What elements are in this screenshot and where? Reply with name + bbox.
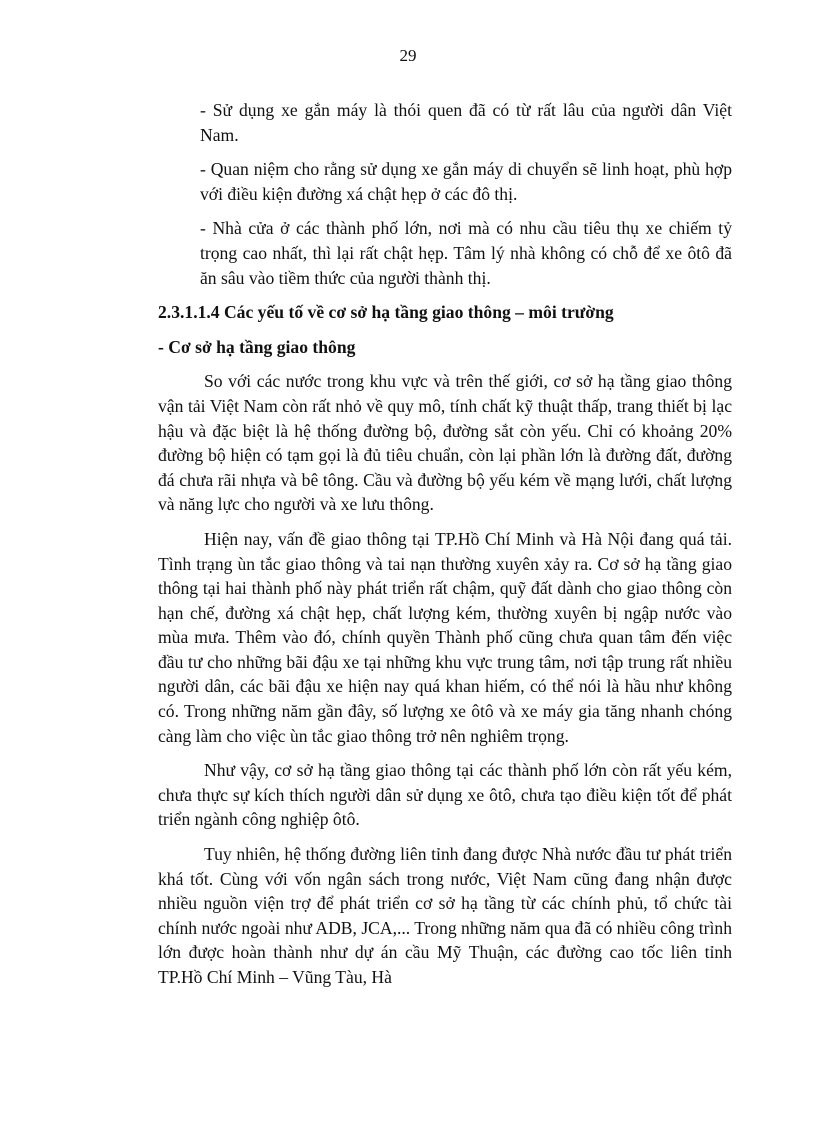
page-body [158,98,732,1000]
bullet-item-flexibility: - Quan niệm cho rằng sử dụng xe gắn máy di chuyển sẽ linh hoạt, phù hợp với điều kiện đường xá chật hẹp ở các đô thị. [200,159,732,204]
bullet-item-housing: - Nhà cửa ở các thành phố lớn, nơi mà có nhu cầu tiêu thụ xe chiếm tỷ trọng cao nhất, thì lại rất chật hẹp. Tâm lý nhà không có chỗ để xe ôtô đã ăn sâu vào tiềm thức của người thành thị. [200,218,732,288]
bullet-item-habit: - Sử dụng xe gắn máy là thói quen đã có từ rất lâu của người dân Việt Nam. [200,100,732,145]
paragraph-intercity-roads: Tuy nhiên, hệ thống đường liên tỉnh đang được Nhà nước đầu tư phát triển khá tốt. Cùng với vốn ngân sách trong nước, Việt Nam cũng đang nhận được nhiều nguồn viện trợ để phát triển cơ sở hạ tầng từ các chính phủ, tổ chức tài chính nước ngoài như ADB, JCA,... Trong những năm qua đã có nhiều công trình lớn được hoàn thành như dự án cầu Mỹ Thuận, các đường cao tốc liên tỉnh TP.Hồ Chí Minh – Vũng Tàu, Hà [158,844,732,987]
section-heading: 2.3.1.1.4 Các yếu tố về cơ sở hạ tầng giao thông – môi trường [158,302,614,323]
subheading: - Cơ sở hạ tầng giao thông [158,336,356,357]
paragraph-infrastructure-overview: So với các nước trong khu vực và trên thế giới, cơ sở hạ tầng giao thông vận tải Việt Nam còn rất nhỏ về quy mô, tính chất kỹ thuật thấp, trang thiết bị lạc hậu và đặc biệt là hệ thống đường bộ, đường sắt còn yếu. Chỉ có khoảng 20% đường bộ hiện có tạm gọi là đủ tiêu chuẩn, còn lại phần lớn là đường đất, đường đá chưa rãi nhựa và bê tông. Cầu và đường bộ yếu kém về mạng lưới, chất lượng và năng lực cho người và xe lưu thông. [158,371,732,515]
paragraph-conclusion: Như vậy, cơ sở hạ tầng giao thông tại các thành phố lớn còn rất yếu kém, chưa thực sự kích thích người dân sử dụng xe ôtô, chưa tạo điều kiện tốt để phát triển ngành công nghiệp ôtô. [158,760,732,830]
paragraph-urban-congestion: Hiện nay, vấn đề giao thông tại TP.Hồ Chí Minh và Hà Nội đang quá tải. Tình trạng ùn tắc giao thông và tai nạn thường xuyên xảy ra. Cơ sở hạ tầng giao thông tại hai thành phố này phát triển rất chậm, quỹ đất dành cho giao thông còn hạn chế, đường xá chật hẹp, chất lượng kém, thường xuyên bị ngập nước vào mùa mưa. Thêm vào đó, chính quyền Thành phố cũng chưa quan tâm đến việc đầu tư cho những bãi đậu xe tại những khu vực trung tâm, nơi tập trung rất nhiều người dân, các bãi đậu xe hiện nay quá khan hiếm, có thể nói là hầu như không có. Trong những năm gần đây, số lượng xe ôtô và xe máy gia tăng nhanh chóng càng làm cho việc ùn tắc giao thông trở nên nghiêm trọng. [158,528,732,746]
page-number: 29 [399,46,417,65]
